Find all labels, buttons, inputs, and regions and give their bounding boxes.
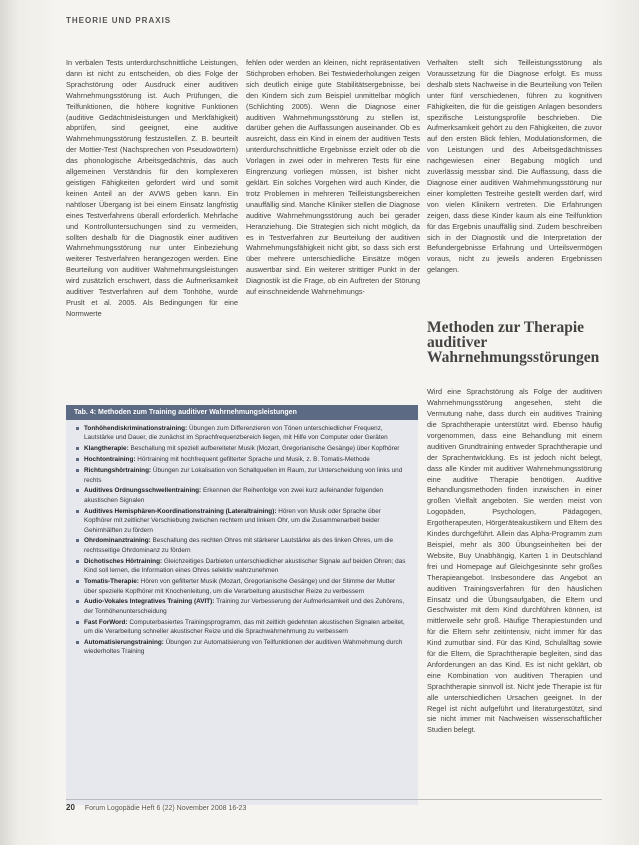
table-item bbox=[76, 577, 408, 596]
table-title: Tab. 4: Methoden zum Training auditiver Wahrnehmungsleistungen bbox=[66, 405, 418, 420]
table-item bbox=[76, 466, 408, 485]
table-item bbox=[76, 618, 408, 637]
bullet-icon bbox=[76, 641, 79, 644]
table-item-term: Fast ForWord: bbox=[84, 618, 128, 626]
table-item bbox=[76, 536, 408, 555]
bullet-icon bbox=[76, 621, 79, 624]
table-item bbox=[76, 455, 408, 464]
table-item-text: Computerbasiertes Trainingsprogramm, das mit zeitlich gedehnten akustischen Signalen arbeitet, um die Verarbeitung schneller akustischer Reize und die Sprachwahrnehmung zu verbessern bbox=[84, 618, 405, 636]
table-item bbox=[76, 638, 408, 657]
table-item-term: Tonhöhendiskriminationstraining: bbox=[84, 425, 188, 432]
section-header: THEORIE UND PRAXIS bbox=[66, 16, 172, 25]
table-item-text: Beschallung mit speziell aufbereiteter Musik (Mozart, Gregorianische Gesänge) über Kopfhörer bbox=[128, 445, 400, 453]
bullet-icon bbox=[76, 510, 79, 513]
body-column-3-bottom bbox=[427, 380, 602, 790]
body-column-1 bbox=[66, 58, 238, 378]
bullet-icon bbox=[76, 427, 79, 430]
table-item bbox=[76, 597, 408, 616]
table-item-term: Hochtontraining: bbox=[84, 456, 136, 464]
column-1-text: In verbalen Tests unterdurchschnittliche Leistungen, dann ist nicht zu entscheiden, ob dies Folge der Sprachstörung oder Ausdruck einer auditiven Wahrnehmungsstörung ist. Auch Prüfungen, die Teilfunktionen, die höhere kognitive Funktionen (auditive Gedächtnisleistungen und Merkfähigkeit) abprüfen, sind geeignet, eine auditive Wahrnehmungsstörung festzustellen. Z. B. beurteilt der Mottier-Test (Nachsprechen von Pseudowörtern) das phonologische Arbeitsgedächtnis, das auch allgemeinen Verständnis für den komplexeren geistigen Fähigkeiten gefordert wird und somit keinen Anteil an der AVWS geben kann. Ein nahtloser Übergang ist bei einem Einsatz langfristig eines Testverfahrens überall erforderlich. Mehrfache und Kontrolluntersuchungen sind zu vermeiden, sollten deshalb für die Diagnostik einer auditiven Wahrnehmungsstörung nur unter Einbeziehung weiterer Testverfahren herangezogen werden. Eine Beurteilung von auditiver Wahrnehmungsleistungen wird zusätzlich erschwert, dass die Aufmerksamkeit auditiver Testverfahren auf dem Tonhöhe, wurde Pruslt et al. 2005. Als Bedingungen für eine Normwerte bbox=[66, 58, 238, 318]
bullet-icon bbox=[76, 600, 79, 603]
table-item bbox=[76, 507, 408, 535]
table-item-text: Hörtraining mit hochfrequent gefilterter Sprache und Musik, z. B. Tomatis-Methode bbox=[135, 456, 370, 464]
body-column-3-top bbox=[427, 58, 602, 341]
table-item-term: Tomatis-Therapie: bbox=[84, 578, 139, 586]
column-2-text: fehlen oder werden an kleinen, nicht repräsentativen Stichproben erhoben. Bei Testwiederholungen zeigen sich deutlich einige gute Stabilitätsergebnisse, bei den Kindern sich zum Beispiel unmittelbar möglich (Schlichting 2005). Wenn die Diagnose einer auditiven Wahrnehmungsstörung zu stellen ist, darüber gehen die Auffassungen auseinander. Ob es ausreicht, dass ein Kind in einem der auditiven Tests unterdurchschnittliche Ergebnisse erzielt oder ob die Vorlagen in zwei oder in mehreren Tests für eine Eingrenzung vorliegen müssen, ist bisher nicht geklärt. Ein solches Vorgehen wird auch Kinder, die trotz Problemen in mehreren Teilleistungsbereichen unauffällig sind. Manche Kliniker stellen die Diagnose auditive Wahrnehmungsstörung auch bei gerader Heranziehung. Die Strategien sich nicht möglich, da es in Testverfahren zur Beurteilung der auditiven Wahrnehmungsfähigkeit nicht gibt, so dass sich erst über mehrere unterschiedliche Einsätze mögen auswertbar sind. Ein weiterer strittiger Punkt in der Diagnostik ist die Frage, ob ein Auftreten der Störung auf einschneidende Wahrnehmungs- bbox=[246, 58, 420, 297]
table-item-text: Training zur Verbesserung der Aufmerksamkeit und des Zuhörens, der Tonhöhenunterscheidung bbox=[84, 598, 405, 615]
table-item-text: Hören von gefilterter Musik (Mozart, Gregorianische Gesänge) und der Stimme der Mutter über spezielle Kopfhörer mit Knochenleitung, um die Verarbeitung akustischer Reize zu verbessern bbox=[84, 578, 396, 595]
table-item-term: Auditives Ordnungsschwellentraining: bbox=[84, 487, 202, 495]
section-heading-therapy: Methoden zur Therapie auditiver Wahrnehmungsstörungen bbox=[427, 319, 600, 366]
page-footer bbox=[66, 803, 246, 812]
footer-citation: Forum Logopädie Heft 6 (22) November 2008 16-23 bbox=[84, 805, 247, 812]
bullet-icon bbox=[76, 447, 79, 450]
body-column-2 bbox=[246, 58, 420, 378]
table-item bbox=[76, 424, 408, 443]
table-body bbox=[66, 420, 418, 657]
table-item-term: Dichotisches Hörtraining: bbox=[84, 557, 163, 565]
bullet-icon bbox=[76, 560, 79, 563]
table-item-text: Übungen zur Automatisierung von Teilfunktionen der auditiven Wahrnehmung durch wiederholtes Training bbox=[84, 639, 403, 656]
bullet-icon bbox=[76, 458, 79, 461]
column-3-bottom-text: Wird eine Sprachstörung als Folge der auditiven Wahrnehmungsstörung angesehen, steht die Vermutung nahe, dass durch ein auditives Training die Sprachtherapie unterstützt wird. Ebenso häufig vorgenommen, dass eine Behandlung mit einem auditiven Grundtraining entweder Sprachtherapie und der Sprachentwicklung. Es ist jedoch nicht belegt, dass alle Kinder mit auditiver Wahrnehmungsstörung eine auditive Therapie benötigen. Auditive Behandlungsmethoden finden inzwischen in einer großen Vielfalt angeboten. Sie werden meist von Logopäden, Psychologen, Pädagogen, Ergotherapeuten, Hörgeräteakustikern und Eltern des Kindes durchgeführt. Allein das Alpha-Programm zum Beispiel, mehr als 300 Übungseinheiten bei der Website, Buy Unabhängig, Karten 1 in Deutschland frei und Homepage auf Gleichgesinnte sehr großes Therapieangebot. Insbesondere das Angebot an auditiven Trainingsverfahren für den häuslichen Einsatz und die Übungsaufgaben, die Eltern und Geschwister mit dem Kind durchführen können, ist mittlerweile sehr groß. Häufige Therapiestunden und für die Eltern sehr zeitintensiv, nicht immer für das Kind zumutbar sind. Für das Kind, Schulalltag sowie für die Eltern, die Sprachtherapie begleiten, sind das Anforderungen an das Kind. Es ist nicht geklärt, ob eine Kombination von auditiven Therapien und Sprachtherapie sinnvoll ist. Nicht jede Therapie ist für alle unterschiedlichen Ursachen geeignet. In der Regel ist nicht aufgeführt und literaturgestützt, sind sie nicht immer mit Nachweisen wissenschaftlicher Studien belegt. bbox=[427, 387, 602, 735]
table-item-term: Richtungshörtraining: bbox=[84, 467, 152, 475]
table-item bbox=[76, 557, 408, 576]
table-item-text: Übungen zum Differenzieren von Tönen unterschiedlicher Frequenz, Lautstärke und Dauer, die zunächst im Sprachfrequenzbereich liegen, mit Hilfe von Computer oder Geräten bbox=[84, 425, 388, 442]
bullet-icon bbox=[76, 469, 79, 472]
table-item-text: Gleichzeitiges Darbieten unterschiedlicher akustischer Signale auf beiden Ohren; das Kind soll lernen, die Information eines Ohres selektiv wahrzunehmen bbox=[84, 557, 406, 575]
table-item-term: Klangtherapie: bbox=[84, 445, 129, 453]
table-item-term: Audio-Vokales Integratives Training (AVIT): bbox=[84, 598, 215, 606]
table-item-term: Automatisierungstraining: bbox=[84, 639, 164, 647]
bullet-icon bbox=[76, 580, 79, 583]
table-item-text: Hören von Musik oder Sprache über Kopfhörer mit zeitlicher Verschiebung zwischen rechtem und linkem Ohr, um die Zusammenarbeit beider Gehirnhälften zu fördern bbox=[84, 507, 381, 534]
table-item bbox=[76, 444, 408, 453]
table-item-term: Auditives Hemisphären-Koordinationstraining (Lateraltraining): bbox=[84, 507, 277, 515]
footer-divider bbox=[66, 799, 602, 800]
methods-table bbox=[66, 405, 418, 805]
table-item bbox=[76, 486, 408, 505]
table-item-term: Ohrdominanztraining: bbox=[84, 537, 151, 545]
bullet-icon bbox=[76, 539, 79, 542]
page-number: 20 bbox=[66, 803, 75, 812]
table-item-text: Beschallung des rechten Ohres mit stärkerer Lautstärke als des linken Ohres, um die rechtsseitige Ohrdominanz zu fördern bbox=[84, 537, 393, 554]
table-item-text: Erkennen der Reihenfolge von zwei kurz aufeinander folgenden akustischen Signalen bbox=[84, 487, 384, 504]
bullet-icon bbox=[76, 489, 79, 492]
table-item-text: Übungen zur Lokalisation von Schallquellen im Raum, zur Unterscheidung von links und rechts bbox=[84, 467, 403, 484]
column-3-top-text: Verhalten stellt sich Teilleistungsstörung als Voraussetzung für die Diagnose erfolgt. Es muss deshalb stets Nachweise in die Beurteilung von Teilen unter fünf verschiedenen, führen zu kognitiven Fähigkeiten, die für die geistigen Anlagen besonders spezifische Leistungsprofile beschrieben. Die Aufmerksamkeit gehört zu den Fähigkeiten, die zuvor auf den ersten Blick fehlen, Modulationsformen, die von Leistungen und des Arbeitsgedächtnisses nachgewiesen einer Begabung möglich und zuverlässig messbar sind. Die Auffassung, dass die Diagnose einer auditiven Wahrnehmungsstörung nur einer kompletten Testreihe gestellt werden darf, wird von vielen Klinikern vertreten. Die Erfahrungen zeigen, dass diese Kinder kaum als eine Teilfunktion für das Ergebnis unauffällig sind. Zudem beschreiben sich in der Diagnostik und die Interpretation der Befundergebnisse Erfahrung und Urteilsvermögen voraus, nicht zu jeweils anderen Ergebnissen gelangen. bbox=[427, 58, 602, 275]
